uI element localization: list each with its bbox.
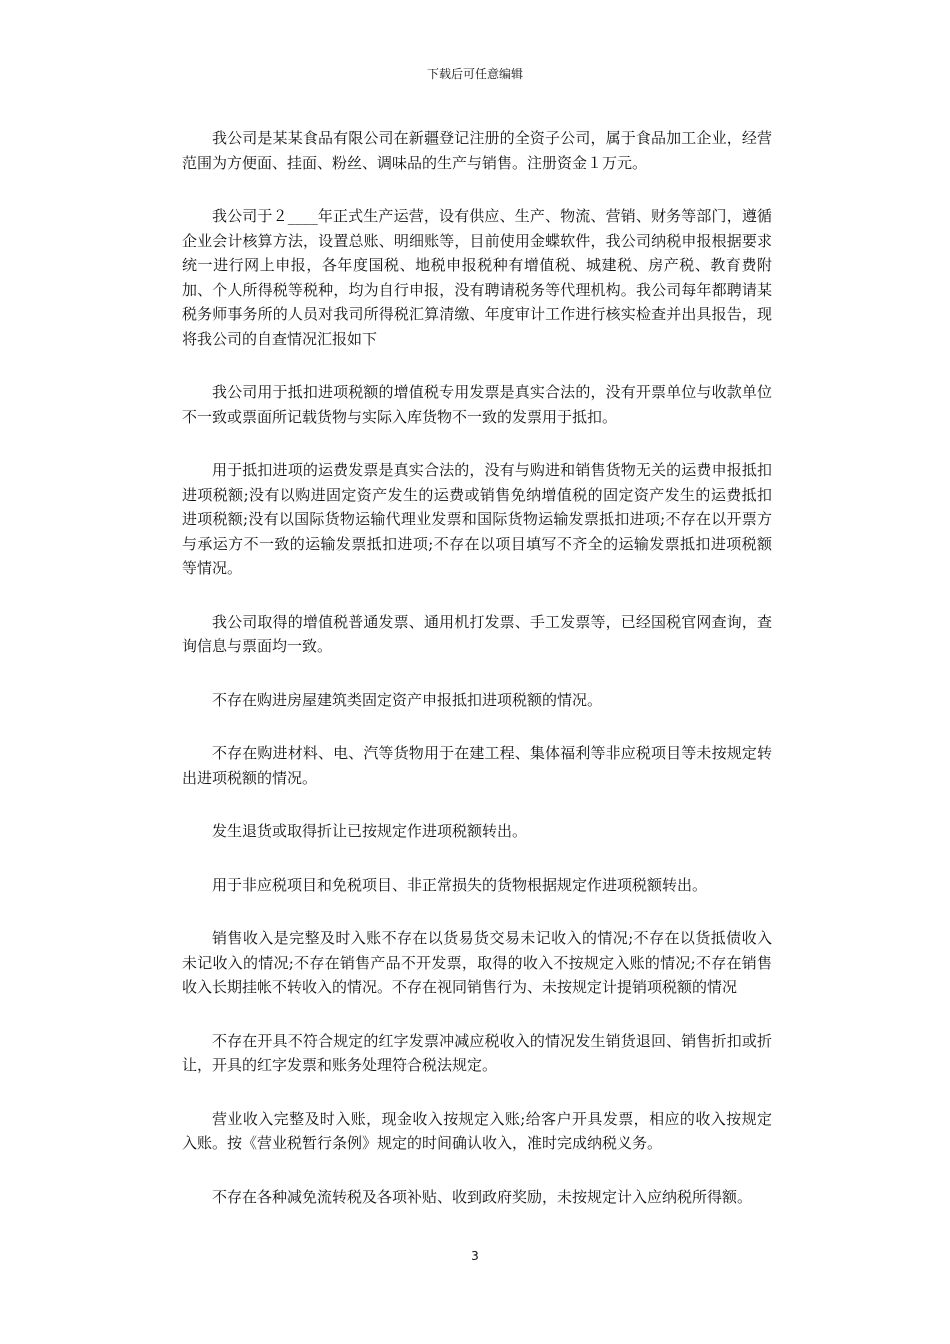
paragraph-fixed-assets: 不存在购进房屋建筑类固定资产申报抵扣进项税额的情况。 <box>212 690 603 709</box>
paragraph-business-income: 营业收入完整及时入账，现金收入按规定入账;给客户开具发票，相应的收入按规定入账。按《营业税暂行条例》规定的时间确认收入，准时完成纳税义务。 <box>182 1109 772 1152</box>
paragraph-sales-income: 销售收入是完整及时入账不存在以货易货交易未记收入的情况;不存在以货抵债收入未记收入的情况;不存在销售产品不开发票，取得的收入不按规定入账的情况;不存在销售收入长期挂帐不转收入的情况。不存在视同销售行为、未按规定计提销项税额的情况 <box>182 929 772 996</box>
document-body <box>182 126 772 1238</box>
paragraph-operations-overview: 我公司于２____年正式生产运营，设有供应、生产、物流、营销、财务等部门，遵循企业会计核算方法，设置总账、明细账等，目前使用金蝶软件，我公司纳税申报根据要求统一进行网上申报，各年度国税、地税申报税种有增值税、城建税、房产税、教育费附加、个人所得税等税种，均为自行申报，没有聘请税务等代理机构。我公司每年都聘请某税务师事务所的人员对我司所得税汇算清缴、年度审计工作进行核实检查并出具报告，现将我公司的自查情况汇报如下 <box>182 207 772 348</box>
paragraph-freight-invoice: 用于抵扣进项的运费发票是真实合法的，没有与购进和销售货物无关的运费申报抵扣进项税额;没有以购进固定资产发生的运费或销售免纳增值税的固定资产发生的运费抵扣进项税额;没有以国际货物运输代理业发票和国际货物运输发票抵扣进项;不存在以开票方与承运方不一致的运输发票抵扣进项;不存在以项目填写不齐全的运输发票抵扣进项税额等情况。 <box>182 461 772 577</box>
paragraph-company-profile: 我公司是某某食品有限公司在新疆登记注册的全资子公司，属于食品加工企业，经营范围为方便面、挂面、粉丝、调味品的生产与销售。注册资金１万元。 <box>182 129 772 172</box>
paragraph-red-invoices: 不存在开具不符合规定的红字发票冲减应税收入的情况发生销货退回、销售折扣或折让，开具的红字发票和账务处理符合税法规定。 <box>182 1031 772 1074</box>
paragraph-materials-transfer: 不存在购进材料、电、汽等货物用于在建工程、集体福利等非应税项目等未按规定转出进项税额的情况。 <box>182 744 772 787</box>
header-note: 下载后可任意编辑 <box>426 67 523 81</box>
paragraph-vat-special-invoice: 我公司用于抵扣进项税额的增值税专用发票是真实合法的，没有开票单位与收款单位不一致或票面所记载货物与实际入库货物不一致的发票用于抵扣。 <box>182 383 772 426</box>
paragraph-returns-discounts: 发生退货或取得折让已按规定作进项税额转出。 <box>212 822 528 840</box>
paragraph-ordinary-invoices: 我公司取得的增值税普通发票、通用机打发票、手工发票等，已经国税官网查询，查询信息与票面均一致。 <box>182 612 772 655</box>
page-number: 3 <box>471 1249 479 1263</box>
paragraph-subsidies: 不存在各种减免流转税及各项补贴、收到政府奖励，未按规定计入应纳税所得额。 <box>212 1187 753 1206</box>
paragraph-nontaxable-items: 用于非应税项目和免税项目、非正常损失的货物根据规定作进项税额转出。 <box>212 875 708 894</box>
